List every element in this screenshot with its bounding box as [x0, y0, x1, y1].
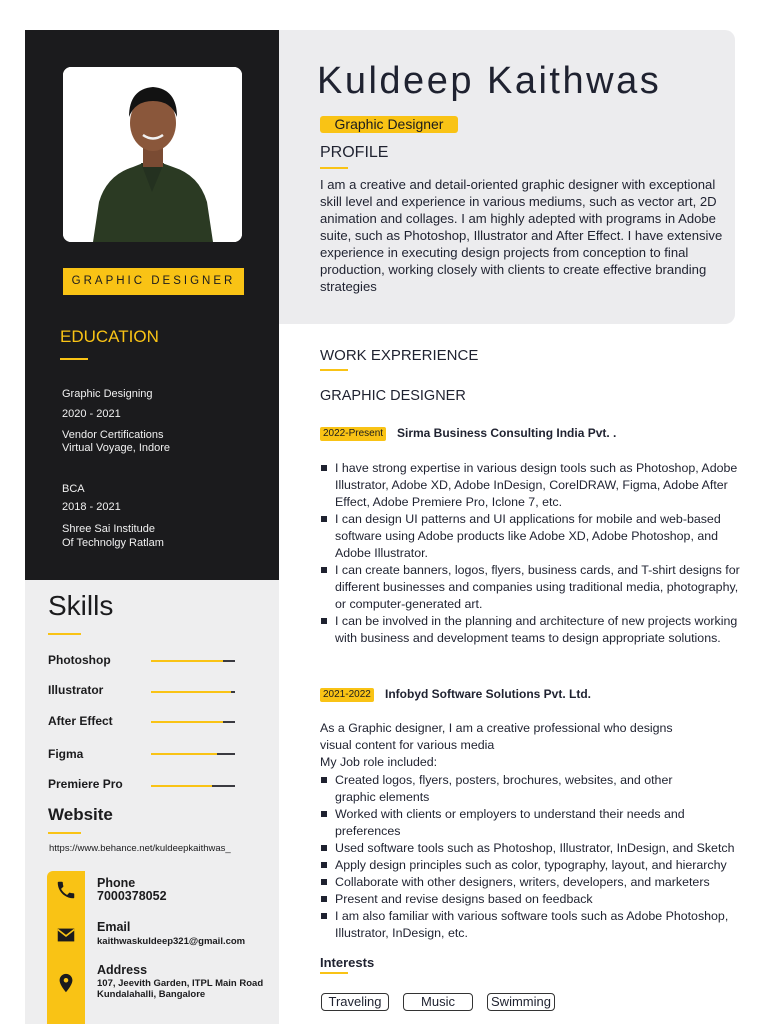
website-title: Website	[48, 805, 113, 824]
edu-institute-2a: Shree Sai Institude	[62, 523, 155, 535]
email-label: Email	[97, 920, 131, 934]
edu-course-2: BCA	[62, 483, 85, 495]
job-title-tag: Graphic Designer	[320, 116, 458, 133]
profile-title: PROFILE	[320, 144, 389, 161]
job-2-intro-2: visual content for various media	[320, 738, 495, 752]
job-2-dates: 2021-2022	[320, 688, 374, 702]
skill-bar-premiere-pro	[151, 785, 235, 787]
skill-fill	[151, 753, 217, 755]
edu-institute-1a: Vendor Certifications	[62, 429, 164, 441]
skills-title: Skills	[48, 590, 114, 621]
edu-years-2: 2018 - 2021	[62, 501, 121, 513]
interest-swimming: Swimming	[487, 993, 555, 1011]
education-title: EDUCATION	[60, 327, 159, 346]
job-2-bullet: Apply design principles such as color, typography, layout, and hierarchy	[320, 857, 760, 874]
profile-underline	[320, 167, 348, 169]
job-2-intro-3: My Job role included:	[320, 755, 438, 769]
website-underline	[48, 832, 81, 834]
skill-bar-illustrator	[151, 691, 235, 693]
job-1-bullet: I can design UI patterns and UI applications for mobile and web-based software using Adobe products like Adobe XD, Adobe Photoshop, and Adobe Illustrator.	[320, 511, 750, 562]
email-address[interactable]: kaithwaskuldeep321@gmail.com	[97, 936, 246, 947]
phone-number[interactable]: 7000378052	[97, 889, 167, 903]
edu-institute-2b: Of Technolgy Ratlam	[62, 537, 164, 549]
job-2-bullet: Present and revise designs based on feedback	[320, 891, 760, 908]
work-experience-title: WORK EXPRERIENCE	[320, 347, 479, 364]
sidebar-light-panel	[25, 580, 279, 1024]
experience-role: GRAPHIC DESIGNER	[320, 388, 466, 404]
profile-summary: I am a creative and detail-oriented graphic designer with exceptional skill level and experience in various mediums, such as vector art, 2D animation and collages. I am highly adepted with programs in Adobe suite, such as Photoshop, Illustrator and After Effect. I have extensive experience in executing design projects from conception to final production, working closely with clients to create effective branding strategies	[320, 177, 723, 294]
skill-label-illustrator: Illustrator	[48, 683, 104, 697]
job-1-bullet: I can create banners, logos, flyers, business cards, and T-shirt designs for different businesses and companies using traditional media, photography, or computer-generated art.	[320, 562, 750, 613]
email-icon	[55, 924, 77, 946]
interests-title: Interests	[320, 955, 375, 970]
skill-label-photoshop: Photoshop	[48, 653, 111, 667]
person-portrait	[63, 67, 242, 242]
skill-fill	[151, 691, 231, 693]
skill-bar-after-effect	[151, 721, 235, 723]
job-1-company: Sirma Business Consulting India Pvt. .	[397, 426, 617, 440]
skill-fill	[151, 660, 223, 662]
job-2-bullet: I am also familiar with various software tools such as Adobe Photoshop, Illustrator, InDesign, etc.	[320, 908, 756, 942]
job-1-dates: 2022-Present	[320, 427, 386, 441]
website-link[interactable]: https://www.behance.net/kuldeepkaithwas_	[49, 843, 231, 854]
sidebar-dark-panel	[25, 30, 279, 580]
address-line-2: Kundalahalli, Bangalore	[97, 989, 206, 1000]
skill-bar-figma	[151, 753, 235, 755]
skill-label-after-effect: After Effect	[48, 714, 113, 728]
interests-underline	[320, 972, 348, 974]
skill-bar-photoshop	[151, 660, 235, 662]
address-label: Address	[97, 963, 148, 977]
job-2-bullet: Collaborate with other designers, writers, developers, and marketers	[320, 874, 760, 891]
header-panel	[279, 30, 735, 324]
edu-course-1: Graphic Designing	[62, 388, 153, 400]
skill-label-premiere-pro: Premiere Pro	[48, 777, 123, 791]
job-2-intro-1: As a Graphic designer, I am a creative professional who designs	[320, 721, 673, 735]
job-2-bullet: Worked with clients or employers to understand their needs and preferences	[320, 806, 700, 840]
phone-icon	[55, 879, 77, 901]
location-pin-icon	[55, 972, 77, 994]
job-1-bullet: I have strong expertise in various design tools such as Photoshop, Adobe Illustrator, Adobe XD, Adobe InDesign, CorelDRAW, Figma, Adobe After Effect, Adobe Premiere Pro, Iclone 7, etc.	[320, 460, 750, 511]
work-experience-underline	[320, 369, 348, 371]
full-name: Kuldeep Kaithwas	[317, 60, 662, 102]
job-2-bullet: Created logos, flyers, posters, brochures, websites, and other graphic elements	[320, 772, 700, 806]
phone-label: Phone	[97, 876, 136, 890]
interest-traveling: Traveling	[321, 993, 389, 1011]
job-2-company: Infobyd Software Solutions Pvt. Ltd.	[385, 687, 591, 701]
skills-underline	[48, 633, 81, 635]
job-1-bullet: I can be involved in the planning and architecture of new projects working with business and development teams to design appropriate solutions.	[320, 613, 750, 647]
role-tag: GRAPHIC DESIGNER	[63, 268, 244, 295]
interest-music: Music	[403, 993, 473, 1011]
job-2-bullets	[320, 772, 760, 942]
profile-photo	[63, 67, 242, 242]
job-1-bullets	[320, 460, 750, 647]
job-2-bullet: Used software tools such as Photoshop, Illustrator, InDesign, and Sketch	[320, 840, 760, 857]
address-line-1: 107, Jeevith Garden, ITPL Main Road	[97, 978, 264, 989]
edu-institute-1b: Virtual Voyage, Indore	[62, 442, 171, 454]
skill-fill	[151, 785, 212, 787]
education-underline	[60, 358, 88, 360]
skill-label-figma: Figma	[48, 747, 84, 761]
edu-years-1: 2020 - 2021	[62, 408, 121, 420]
skill-fill	[151, 721, 223, 723]
